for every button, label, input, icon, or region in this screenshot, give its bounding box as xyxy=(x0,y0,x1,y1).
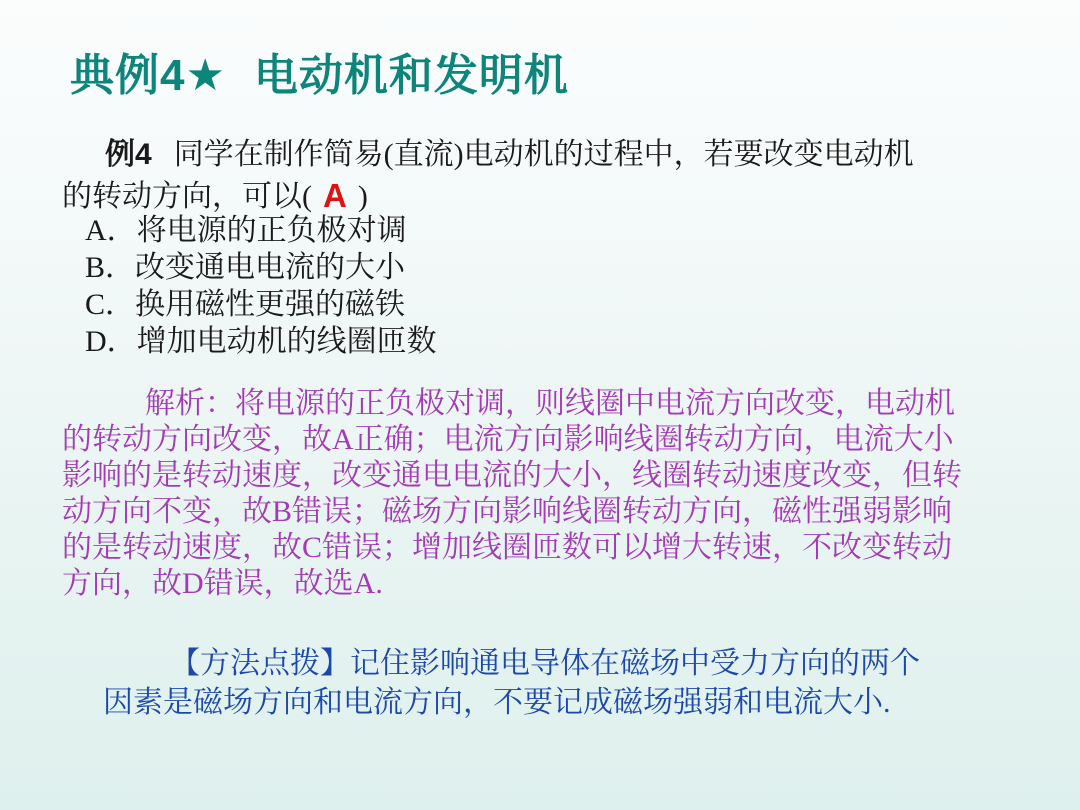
option-b: B．改变通电电流的大小 xyxy=(85,251,406,284)
option-c: C．换用磁性更强的磁铁 xyxy=(85,288,406,321)
analysis-line: 方向，故D错误，故选A. xyxy=(62,567,383,600)
analysis-line: 的转动方向改变，故A正确；电流方向影响线圈转动方向，电流大小 xyxy=(62,423,954,456)
question-line-1 xyxy=(62,134,1020,175)
question-text: 同学在制作简易(直流)电动机的过程中，若要改变电动机 xyxy=(173,138,914,171)
method-tip-block xyxy=(62,644,1020,722)
example-badge: 典例4★ xyxy=(70,51,226,100)
analysis-line: 解析：将电源的正负极对调，则线圈中电流方向改变，电动机 xyxy=(145,387,955,420)
analysis-line: 动方向不变，故B错误；磁场方向影响线圈转动方向，磁性强弱影响 xyxy=(62,495,953,528)
question-text-continued: 的转动方向，可以( xyxy=(62,180,312,213)
option-d: D．增加电动机的线圈匝数 xyxy=(85,325,437,358)
method-tip-line: 【方法点拨】记住影响通电导体在磁场中受力方向的两个 xyxy=(170,647,920,680)
slide-title-text: 电动机和发明机 xyxy=(253,51,569,100)
analysis-block xyxy=(62,386,1020,602)
question-label: 例4 xyxy=(105,138,152,171)
question-line-2 xyxy=(62,175,1020,217)
question-block xyxy=(62,134,1020,217)
method-tip-line: 因素是磁场方向和电流方向，不要记成磁场强弱和电流大小. xyxy=(103,686,891,719)
analysis-line: 的是转动速度，故C错误；增加线圈匝数可以增大转速，不改变转动 xyxy=(62,531,953,564)
slide-title xyxy=(70,48,569,104)
answer-letter: A xyxy=(323,177,347,214)
option-a: A．将电源的正负极对调 xyxy=(85,214,407,247)
question-close-paren: ) xyxy=(357,180,368,213)
analysis-line: 影响的是转动速度，改变通电电流的大小，线圈转动速度改变，但转 xyxy=(62,459,962,492)
options-list xyxy=(85,212,1015,360)
